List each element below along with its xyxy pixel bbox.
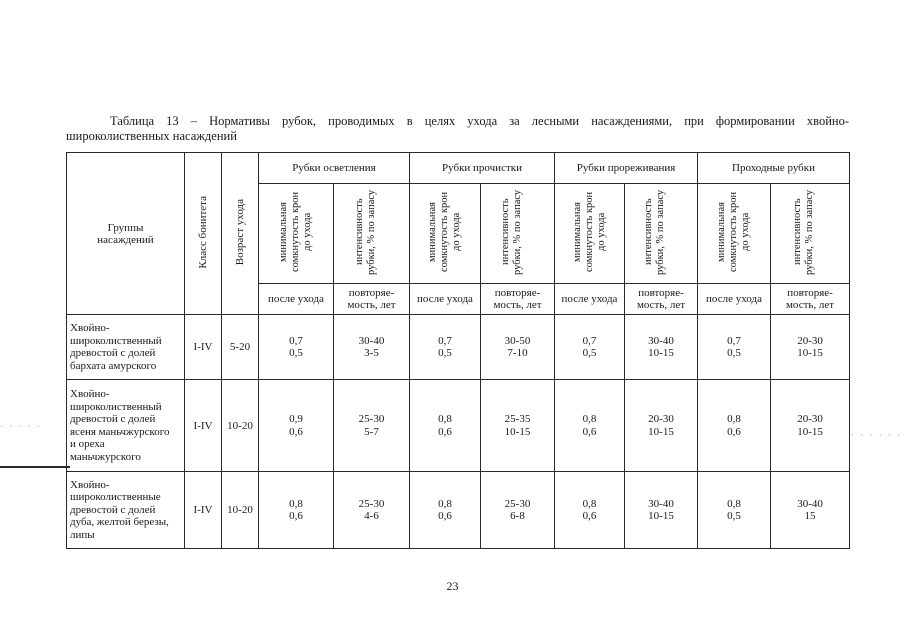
bonitet-cell: I-IV xyxy=(185,380,222,472)
value-cell xyxy=(334,315,410,380)
subheader-density: минимальная сомкнутость крон до ухода xyxy=(410,184,481,284)
value-bottom: 0,5 xyxy=(727,510,741,522)
header-bonitet: Класс бонитета xyxy=(185,153,222,315)
value-top: 0,7 xyxy=(727,334,741,347)
value-bottom: 3-5 xyxy=(364,347,379,359)
group-name-line: Хвойно- xyxy=(70,322,110,334)
value-cell xyxy=(625,380,698,472)
table-caption xyxy=(66,114,849,144)
group-name-line: ясеня маньчжурского xyxy=(70,425,170,438)
value-bottom: 10-15 xyxy=(648,347,674,359)
group-name xyxy=(67,380,185,472)
value-top: 30-40 xyxy=(358,334,385,347)
value-cell xyxy=(410,380,481,472)
header-group: Группы насаждений xyxy=(67,153,185,315)
value-top: 25-30 xyxy=(504,497,531,510)
value-cell xyxy=(555,472,625,549)
subheader-intensity: интенсивность рубки, % по запасу xyxy=(481,184,555,284)
value-top: 0,8 xyxy=(438,413,452,425)
value-bottom: 10-15 xyxy=(648,510,674,522)
group-name-line: широколиственный xyxy=(70,334,162,347)
scan-dots-left: · · · · · xyxy=(0,421,42,431)
subheader-density: минимальная сомкнутость крон до ухода xyxy=(698,184,771,284)
group-name-line: и ореха xyxy=(70,438,105,450)
header-felling-1: Рубки осветления xyxy=(259,153,410,184)
bonitet-cell: I-IV xyxy=(185,315,222,380)
group-name-line: бархата амурского xyxy=(70,359,157,372)
group-name-line: Хвойно- xyxy=(70,388,110,400)
value-top: 0,7 xyxy=(438,334,452,347)
table-row xyxy=(67,315,850,380)
group-name-line: древостой с долей xyxy=(70,347,156,359)
value-bottom: 10-15 xyxy=(648,425,674,438)
value-cell xyxy=(259,472,334,549)
subheader-repeat: повторяе-мость, лет xyxy=(334,284,410,315)
value-cell xyxy=(698,315,771,380)
subheader-repeat: повторяе-мость, лет xyxy=(625,284,698,315)
header-felling-3: Рубки прореживания xyxy=(555,153,698,184)
value-bottom: 15 xyxy=(804,510,816,522)
value-bottom: 0,5 xyxy=(582,347,597,359)
value-bottom: 6-8 xyxy=(510,510,525,522)
value-bottom: 5-7 xyxy=(364,425,379,438)
value-top: 0,8 xyxy=(438,497,452,510)
value-bottom: 0,6 xyxy=(438,510,452,522)
value-cell xyxy=(771,380,850,472)
value-cell xyxy=(410,472,481,549)
value-bottom: 0,6 xyxy=(582,425,597,438)
table-row xyxy=(67,472,850,549)
value-bottom: 4-6 xyxy=(364,510,379,522)
age-cell: 10-20 xyxy=(222,472,259,549)
value-top: 0,8 xyxy=(727,497,741,510)
subheader-after: после ухода xyxy=(259,284,334,315)
subheader-repeat: повторяе-мость, лет xyxy=(771,284,850,315)
value-top: 30-40 xyxy=(648,334,674,347)
value-top: 30-40 xyxy=(648,497,674,510)
subheader-after: после ухода xyxy=(555,284,625,315)
group-name-line: широколиственные xyxy=(70,491,161,504)
value-bottom: 0,6 xyxy=(582,510,597,522)
header-age: Возраст ухода xyxy=(222,153,259,315)
value-bottom: 0,5 xyxy=(289,347,303,359)
value-bottom: 0,6 xyxy=(727,425,741,438)
subheader-after: после ухода xyxy=(698,284,771,315)
value-top: 0,8 xyxy=(727,413,741,425)
value-top: 30-50 xyxy=(504,334,531,347)
value-top: 0,8 xyxy=(582,413,597,425)
age-cell: 5-20 xyxy=(222,315,259,380)
value-bottom: 0,6 xyxy=(438,425,452,438)
value-top: 0,9 xyxy=(289,413,303,425)
value-cell xyxy=(771,315,850,380)
group-name xyxy=(67,315,185,380)
value-bottom: 0,5 xyxy=(438,347,452,359)
scan-dots-right: · · · · · · xyxy=(851,430,903,440)
subheader-repeat: повторяе-мость, лет xyxy=(481,284,555,315)
value-bottom: 10-15 xyxy=(504,425,531,438)
value-cell xyxy=(555,380,625,472)
subheader-density: минимальная сомкнутость крон до ухода xyxy=(259,184,334,284)
subheader-after: после ухода xyxy=(410,284,481,315)
value-cell xyxy=(698,472,771,549)
value-bottom: 7-10 xyxy=(507,347,528,359)
group-name-line: Хвойно- xyxy=(70,478,110,491)
subheader-density: минимальная сомкнутость крон до ухода xyxy=(555,184,625,284)
group-name-line: липы xyxy=(70,528,95,541)
subheader-intensity: интенсивность рубки, % по запасу xyxy=(771,184,850,284)
age-cell: 10-20 xyxy=(222,380,259,472)
value-cell xyxy=(481,472,555,549)
value-cell xyxy=(555,315,625,380)
value-bottom: 10-15 xyxy=(797,425,823,438)
subheader-intensity: интенсивность рубки, % по запасу xyxy=(625,184,698,284)
value-cell xyxy=(259,380,334,472)
value-top: 20-30 xyxy=(648,413,674,425)
scan-artifact-line xyxy=(0,466,70,468)
value-cell xyxy=(334,380,410,472)
value-top: 0,7 xyxy=(582,334,597,347)
caption-line-1: Таблица 13 – Нормативы рубок, проводимых в целях ухода за лесными насаждениями, при формировании хвойно- xyxy=(110,114,849,128)
value-cell xyxy=(481,380,555,472)
group-name-line: древостой с долей xyxy=(70,503,156,516)
value-cell xyxy=(259,315,334,380)
norms-table xyxy=(66,152,850,549)
group-name xyxy=(67,472,185,549)
table-row xyxy=(67,380,850,472)
value-cell xyxy=(625,315,698,380)
value-top: 20-30 xyxy=(797,334,823,347)
value-cell xyxy=(771,472,850,549)
group-name-line: маньчжурского xyxy=(70,450,141,463)
value-top: 25-35 xyxy=(504,413,531,425)
value-cell xyxy=(481,315,555,380)
value-top: 30-40 xyxy=(797,497,823,510)
value-cell xyxy=(698,380,771,472)
value-top: 0,8 xyxy=(289,497,303,510)
value-top: 20-30 xyxy=(797,413,823,425)
value-bottom: 10-15 xyxy=(797,347,823,359)
subheader-intensity: интенсивность рубки, % по запасу xyxy=(334,184,410,284)
bonitet-cell: I-IV xyxy=(185,472,222,549)
value-top: 0,7 xyxy=(289,334,303,347)
value-bottom: 0,6 xyxy=(289,510,303,522)
value-cell xyxy=(625,472,698,549)
value-top: 25-30 xyxy=(358,497,385,510)
page-number: 23 xyxy=(446,579,459,593)
value-bottom: 0,6 xyxy=(289,425,303,438)
value-cell xyxy=(410,315,481,380)
value-bottom: 0,5 xyxy=(727,347,741,359)
value-top: 25-30 xyxy=(358,413,385,425)
caption-line-2: широколиственных насаждений xyxy=(66,129,237,143)
value-cell xyxy=(334,472,410,549)
group-name-line: широколиственный xyxy=(70,400,162,413)
header-felling-2: Рубки прочистки xyxy=(410,153,555,184)
group-name-line: древостой с долей xyxy=(70,413,156,425)
value-top: 0,8 xyxy=(582,497,597,510)
header-felling-4: Проходные рубки xyxy=(698,153,850,184)
group-name-line: дуба, желтой березы, xyxy=(70,516,169,529)
